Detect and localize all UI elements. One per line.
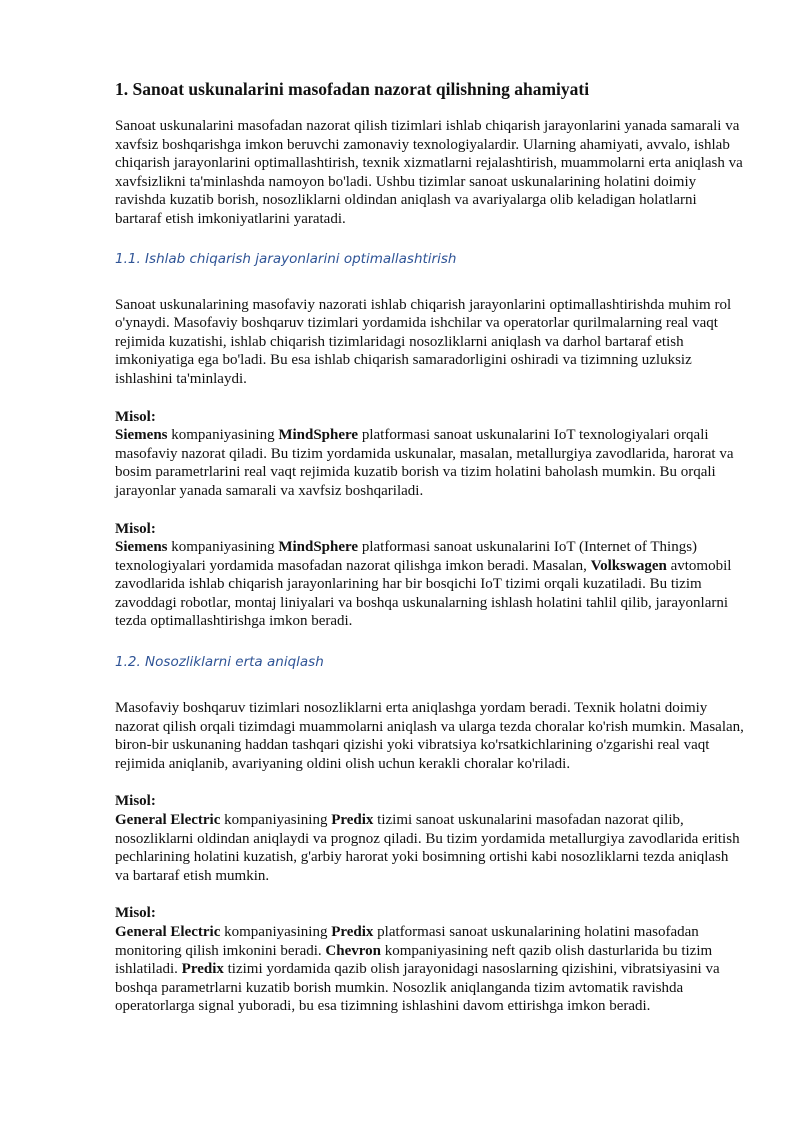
company-name: Siemens (115, 539, 168, 556)
example-text: kompaniyasining neft qazib olish dasturlarida bu tizim ishlatiladi. (115, 942, 713, 978)
company-name: General Electric (115, 812, 221, 829)
subsection-title-1-2: 1.2. Nosozliklarni erta aniqlash (115, 654, 324, 671)
example-text: kompaniyasining (220, 924, 332, 940)
example-label: Misol: (115, 905, 156, 922)
document-page (115, 78, 745, 1035)
example-text: platformasi sanoat uskunalarining holatini masofadan monitoring qilish imkonini beradi. (115, 924, 699, 959)
brand-name: Chevron (325, 942, 381, 959)
brand-name: Volkswagen (590, 557, 667, 574)
example-label: Misol: (115, 408, 156, 425)
example-label: Misol: (115, 520, 156, 537)
platform-name: Predix (331, 924, 374, 940)
example-siemens-1 (115, 408, 745, 501)
subsection-1-2-paragraph: Masofaviy boshqaruv tizimlari nosozliklarni erta aniqlashga yordam beradi. Texnik holatni doimiy nazorat qilish orqali tizimdagi muammolarni aniqlash va ularga tezda choralar ko'rish mumkin. Masalan, biron-bir uskunaning haddan tashqari qizishi yoki vibratsiya ko'rsatkichlarining o'zgarishi real vaqt rejimida aniqlanib, avariyaning oldini olish uchun kerakli choralar ko'riladi. (115, 700, 744, 772)
example-text: kompaniyasining (220, 812, 332, 829)
example-ge-1 (115, 792, 745, 885)
example-siemens-2 (115, 520, 745, 632)
platform-name: MindSphere (278, 539, 359, 556)
example-text: kompaniyasining (167, 539, 279, 556)
example-text: avtomobil zavodlarida ishlab chiqarish jarayonlarining har bir bosqichi IoT tizimi orqali kuzatiladi. Bu tizim zavoddagi robotlar, montaj liniyalari va boshqa uskunalarning ishlash holatini tahlil qilib, jarayonlarni tezda optimallashtirishga imkon beradi. (115, 557, 732, 630)
section-title: 1. Sanoat uskunalarini masofadan nazorat qilishning ahamiyati (115, 79, 590, 99)
company-name: Siemens (115, 427, 168, 444)
example-text: tizimi yordamida qazib olish jarayonidagi nasoslarning qizishini, vibratsiyasini va boshqa parametrlarni kuzatib borish mumkin. Nosozlik aniqlanganda tizim avtomatik ravishda operatorlarga signal yuboradi, bu esa tizimning ishlashini davom ettirishga imkon beradi. (115, 961, 720, 1015)
intro-paragraph: Sanoat uskunalarini masofadan nazorat qilish tizimlari ishlab chiqarish jarayonlarini yanada samarali va xavfsiz boshqarishga imkon beruvchi zamonaviy texnologiyalardir. Ularning ahamiyati, avvalo, ishlab chiqarish jarayonlarini optimallashtirish, texnik xizmatlarni rejalashtirish, muammolarni erta aniqlash va xavfsizlikni ta'minlashda namoyon bo'ladi. Ushbu tizimlar sanoat uskunalarining holatini doimiy ravishda kuzatib borish, nosozliklarni oldindan aniqlash va avariyalarga olib keladigan holatlarni bartaraf etish imkoniyatlarini yaratadi. (115, 118, 743, 227)
example-ge-2 (115, 904, 745, 1016)
subsection-1-1-paragraph: Sanoat uskunalarining masofaviy nazorati ishlab chiqarish jarayonlarini optimallashtirishda muhim rol o'ynaydi. Masofaviy boshqaruv tizimlari yordamida ishchilar va operatorlar qurilmalarning real vaqt rejimida kuzatishi, ishlab chiqarish tizimlaridagi nosozliklarni aniqlash va darhol bartaraf etish imkoniyatiga ega bo'ladi. Bu esa ishlab chiqarish samaradorligini oshiradi va tizimning uzluksiz ishlashini ta'minlaydi. (115, 296, 732, 387)
subsection-title-1-1: 1.1. Ishlab chiqarish jarayonlarini optimallashtirish (115, 250, 457, 267)
example-text: platformasi sanoat uskunalarini IoT (Internet of Things) texnologiyalari yordamida masofadan nazorat qilishga imkon beradi. Masalan, (115, 539, 698, 574)
example-text: tizimi sanoat uskunalarini masofadan nazorat qilib, nosozliklarni oldindan aniqlaydi va prognoz qiladi. Bu tizim yordamida metallurgiya zavodlarida eritish pechlarining holatini kuzatish, g'arbiy harorat yoki bosimning ortishi kabi nosozliklarni tezda aniqlash va bartaraf etish mumkin. (115, 812, 740, 884)
example-label: Misol: (115, 793, 156, 810)
company-name: General Electric (115, 924, 221, 940)
platform-name: Predix (331, 812, 374, 829)
platform-name: MindSphere (278, 427, 359, 444)
example-text: platformasi sanoat uskunalarini IoT texnologiyalari orqali masofaviy nazorat qiladi. Bu tizim yordamida uskunalar, masalan, metallurgiya zavodlarida, harorat va bosim parametrlarini real vaqt rejimida kuzatib borish va tizim holatini baholash mumkin. Bu orqali jarayonlar yanada samarali va xavfsiz boshqariladi. (115, 427, 734, 499)
platform-name: Predix (181, 961, 224, 978)
example-text: kompaniyasining (167, 427, 279, 444)
